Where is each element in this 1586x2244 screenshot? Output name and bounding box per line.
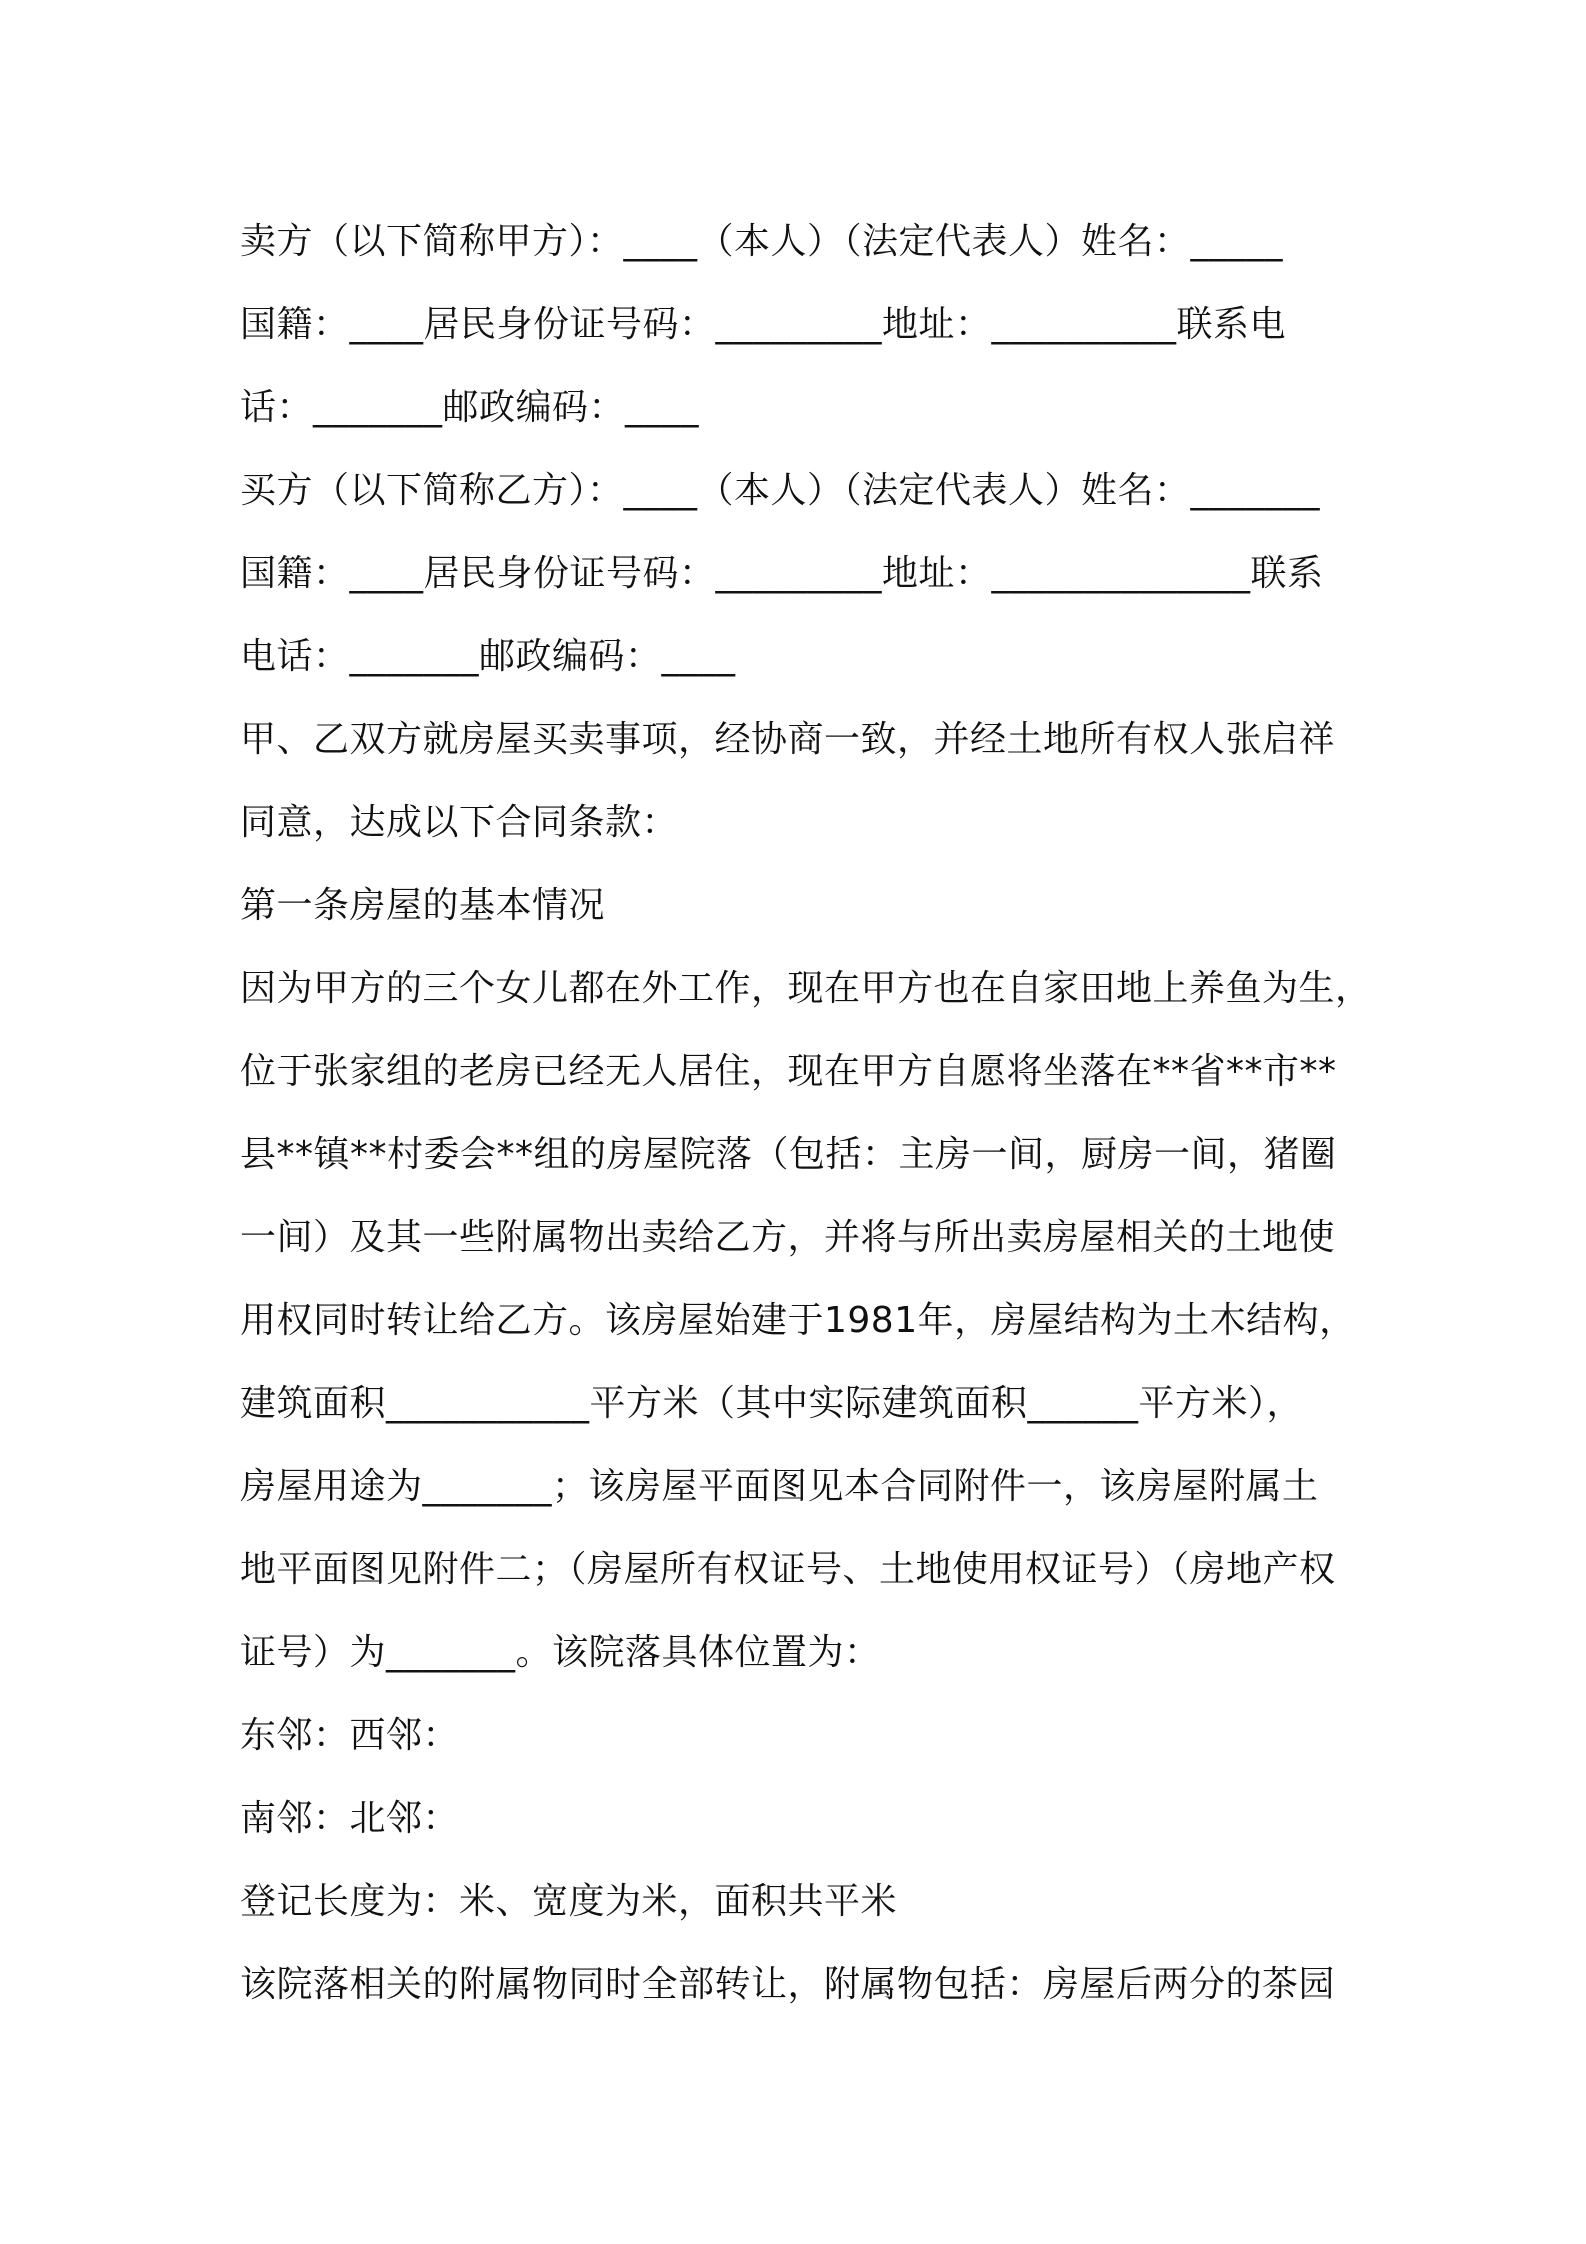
neighbors-east-west: 东邻：西邻：	[240, 1715, 460, 1756]
seller-info-line-2: 国籍：____居民身份证号码：_________地址：__________联系电	[240, 304, 1287, 345]
article-one-heading: 第一条房屋的基本情况	[240, 885, 606, 926]
article-one-text-line-6: 建筑面积___________平方米（其中实际建筑面积______平方米），	[240, 1383, 1304, 1424]
agreement-intro-line-2: 同意，达成以下合同条款：	[240, 802, 679, 843]
article-one-text-line-7: 房屋用途为_______；该房屋平面图见本合同附件一，该房屋附属土	[240, 1466, 1319, 1507]
article-one-text-line-5: 用权同时转让给乙方。该房屋始建于1981年，房屋结构为土木结构，	[240, 1300, 1356, 1341]
article-one-text-line-4: 一间）及其一些附属物出卖给乙方，并将与所出卖房屋相关的土地使	[240, 1217, 1336, 1258]
article-one-text-line-9: 证号）为_______。该院落具体位置为：	[240, 1632, 881, 1673]
agreement-intro-line-1: 甲、乙双方就房屋买卖事项，经协商一致，并经土地所有权人张启祥	[240, 719, 1336, 760]
buyer-info-line-1: 买方（以下简称乙方）：____（本人）（法定代表人）姓名：_______	[240, 470, 1321, 511]
buyer-info-line-2: 国籍：____居民身份证号码：_________地址：______________联系	[240, 553, 1324, 594]
appurtenances-line: 该院落相关的附属物同时全部转让，附属物包括：房屋后两分的茶园	[240, 1964, 1336, 2005]
buyer-info-line-3: 电话：_______邮政编码：____	[240, 636, 736, 677]
article-one-text-line-8: 地平面图见附件二；（房屋所有权证号、土地使用权证号）（房地产权	[240, 1549, 1336, 1590]
registered-dimensions: 登记长度为：米、宽度为米，面积共平米	[240, 1881, 898, 1922]
article-one-text-line-1: 因为甲方的三个女儿都在外工作，现在甲方也在自家田地上养鱼为生，	[240, 968, 1372, 1009]
neighbors-south-north: 南邻：北邻：	[240, 1798, 460, 1839]
article-one-text-line-3: 县**镇**村委会**组的房屋院落（包括：主房一间，厨房一间，猪圈	[240, 1134, 1337, 1175]
seller-info-line-1: 卖方（以下简称甲方）：____（本人）（法定代表人）姓名：_____	[240, 221, 1284, 262]
article-one-text-line-2: 位于张家组的老房已经无人居住，现在甲方自愿将坐落在**省**市**	[240, 1051, 1337, 1092]
seller-info-line-3: 话：_______邮政编码：____	[240, 387, 700, 428]
document-body	[240, 200, 1372, 2026]
